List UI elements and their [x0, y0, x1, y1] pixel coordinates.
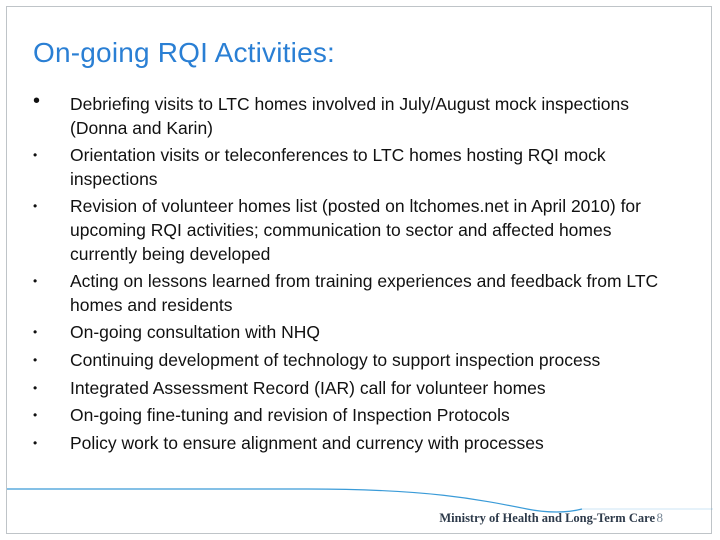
- bullet-icon: •: [33, 148, 38, 163]
- bullet-text: Integrated Assessment Record (IAR) call for volunteer homes: [70, 377, 546, 398]
- bullet-text: Acting on lessons learned from training experiences and feedback from LTC homes and residents: [70, 271, 659, 315]
- bullet-icon: •: [33, 352, 38, 367]
- bullet-icon: •: [33, 435, 38, 450]
- slide: [6, 6, 712, 534]
- bullet-text: Orientation visits or teleconferences to LTC homes hosting RQI mock inspections: [70, 145, 606, 189]
- bullet-item: [29, 404, 669, 428]
- bullet-text: Policy work to ensure alignment and currency with processes: [70, 432, 544, 453]
- bullet-item: [29, 321, 669, 345]
- bullet-icon: •: [33, 325, 38, 340]
- bullet-icon: •: [33, 408, 38, 423]
- bullet-list: [29, 90, 669, 459]
- bullet-item: [29, 90, 669, 140]
- bullet-icon: •: [33, 199, 38, 214]
- bullet-item: [29, 432, 669, 456]
- bullet-icon: •: [33, 90, 41, 112]
- bullet-item: [29, 144, 669, 191]
- bullet-text: Revision of volunteer homes list (posted on ltchomes.net in April 2010) for upcoming RQI activities; communication to sector and affected homes currently being developed: [70, 196, 641, 264]
- page-number: 8: [656, 510, 663, 525]
- bullet-item: [29, 349, 669, 373]
- bullet-item: [29, 377, 669, 401]
- bullet-icon: •: [33, 274, 38, 289]
- bullet-text: Continuing development of technology to support inspection process: [70, 349, 601, 370]
- bullet-text: Debriefing visits to LTC homes involved in July/August mock inspections (Donna and Karin): [70, 94, 629, 138]
- slide-title: On-going RQI Activities:: [33, 37, 336, 68]
- ministry-name: Ministry of Health and Long-Term Care: [439, 511, 655, 525]
- bullet-text: On-going fine-tuning and revision of Inspection Protocols: [70, 405, 510, 426]
- bullet-item: [29, 195, 669, 266]
- bullet-item: [29, 270, 669, 317]
- bullet-icon: •: [33, 380, 38, 395]
- bullet-text: On-going consultation with NHQ: [70, 322, 320, 343]
